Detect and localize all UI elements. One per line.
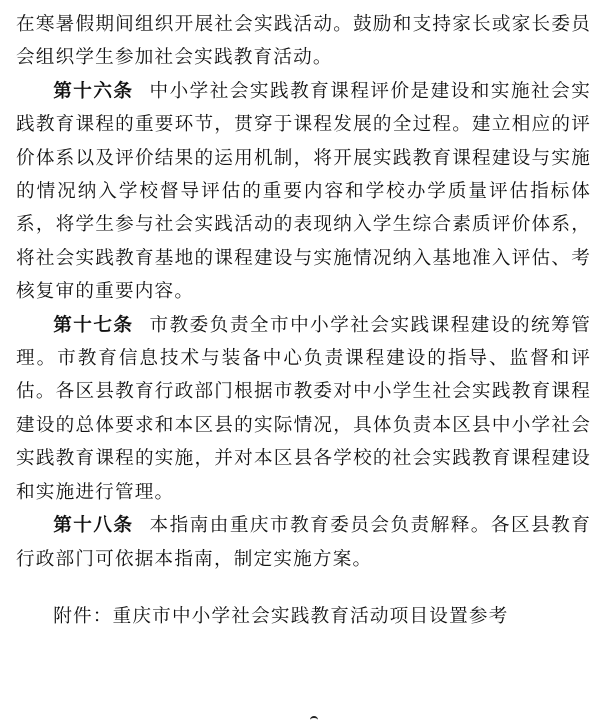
- article-17-title: 第十七条: [53, 314, 134, 336]
- attachment-line: 附件：重庆市中小学社会实践教育活动项目设置参考: [53, 605, 509, 627]
- article-17-body: 市教委负责全市中小学社会实践课程建设的统筹管理。市教育信息技术与装备中心负责课程建设的指导、监督和评估。各区县教育行政部门根据市教委对中小学生社会实践教育课程建设的总体要求和本区县的实际情况，具体负责本区县中小学社会实践教育课程的实施，并对本区县各学校的社会实践教育课程建设和实施进行管理。: [16, 314, 591, 503]
- article-16-title: 第十六条: [53, 80, 134, 102]
- article-18: [16, 509, 591, 576]
- page-number-fragment: [310, 716, 318, 726]
- article-18-body: 本指南由重庆市教育委员会负责解释。各区县教育行政部门可依据本指南，制定实施方案。: [16, 515, 591, 570]
- article-16: [16, 75, 591, 309]
- article-17: [16, 309, 591, 509]
- article-16-body: 中小学社会实践教育课程评价是建设和实施社会实践教育课程的重要环节，贯穿于课程发展的全过程。建立相应的评价体系以及评价结果的运用机制，将开展实践教育课程建设与实施的情况纳入学校督导评估的重要内容和学校办学质量评估指标体系，将学生参与社会实践活动的表现纳入学生综合素质评价体系，将社会实践教育基地的课程建设与实施情况纳入基地准入评估、考核复审的重要内容。: [16, 80, 591, 303]
- continuation-paragraph: 在寒暑假期间组织开展社会实践活动。鼓励和支持家长或家长委员会组织学生参加社会实践教育活动。: [16, 14, 591, 69]
- article-18-title: 第十八条: [53, 515, 134, 537]
